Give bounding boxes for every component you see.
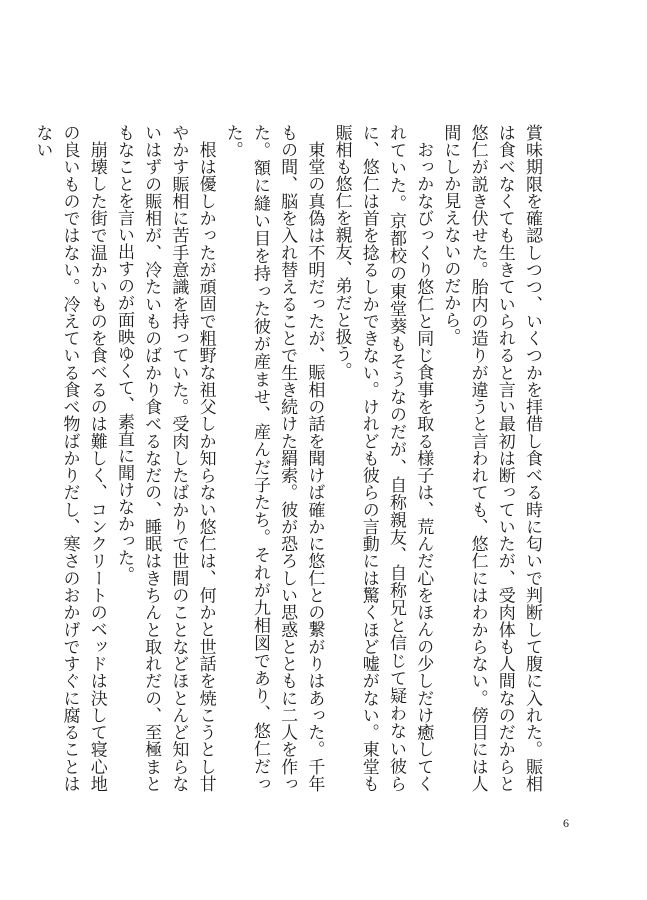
paragraph-3: 東堂の真偽は不明だったが、賑相の話を聞けば確かに悠仁との繋がりはあった。千年もの間、脳を入れ替えることで生き続けた羂索。彼が恐ろしい思惑とともに二人を作った。額に縫い目を持った彼が産ませ、産んだ子たち。それが九相図であり、悠仁だった。 <box>222 124 325 793</box>
page-number: 6 <box>563 816 569 830</box>
paragraph-5: 崩壊した街で温かいものを食べるのは難しく、コンクリートのベッドは決して寝心地の良いものではない。冷えている食べ物ばかりだし、寒さのおかげですぐに腐ることはない <box>32 124 107 793</box>
paragraph-4: 根は優しかったが頑固で粗野な祖父しか知らない悠仁は、何かと世話を焼こうとし甘やかす賑相に苦手意識を持っていた。受肉したばかりで世間のことなどほとんど知らないはずの賑相が、冷たいものばかり食べるなだの、睡眠はきちんと取れだの、至極まともなことを言い出すのが面映ゆくて、素直に聞けなかった。 <box>113 124 216 793</box>
vertical-text-body <box>28 124 545 792</box>
paragraph-2: おっかなびっくり悠仁と同じ食事を取る様子は、荒んだ心をほんの少しだけ癒してくれていた。京都校の東堂葵もそうなのだが、自称親友、自称兄と信じて疑わない彼らに、悠仁は首を捻るしかできない。けれども彼らの言動には驚くほど嘘がない。東堂も賑相も悠仁を親友、弟だと扱う。 <box>331 124 434 792</box>
paragraph-1: 賞味期限を確認しつつ、いくつかを拝借し食べる時に匂いで判断して腹に入れた。賑相は食べなくても生きていられると言い最初は断っていたが、受肉体も人間なのだからと悠仁が説き伏せた。胎内の造りが違うと言われても、悠仁にはわからない。傍目には人間にしか見えないのだから。 <box>440 124 542 793</box>
